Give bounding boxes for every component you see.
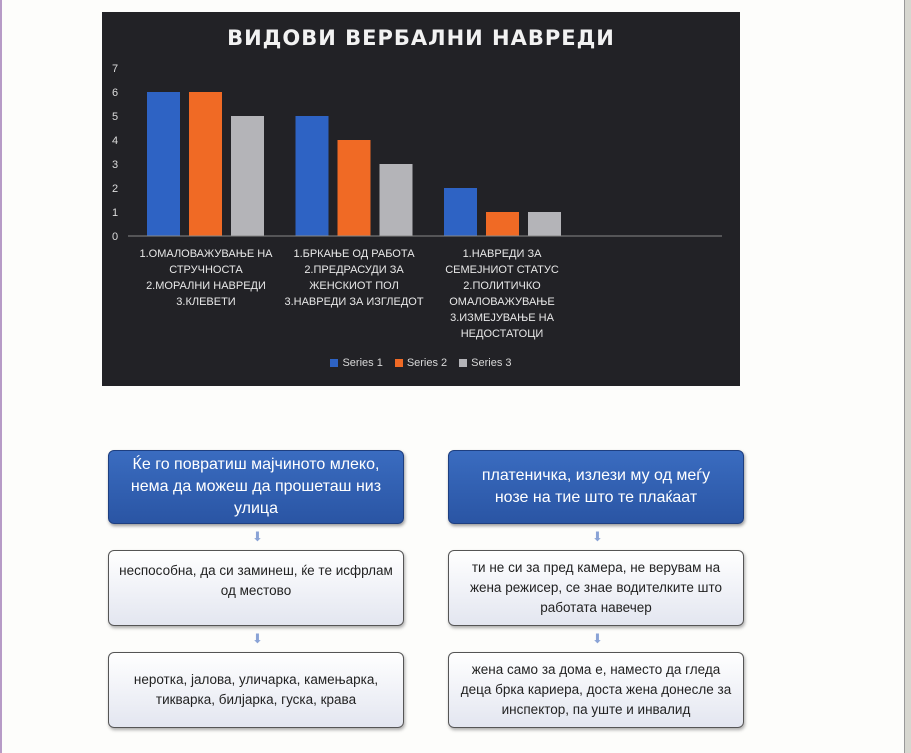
flow-right-header: платеничка, излези му од меѓу нозе на тие што те плаќаат xyxy=(448,450,744,524)
legend-label: Series 1 xyxy=(342,357,383,369)
flow-left-item: неротка, јалова, уличарка, камењарка, тикварка, билјарка, гуска, крава xyxy=(108,652,404,728)
y-tick-label: 1 xyxy=(112,207,119,219)
chart-title: ВИДОВИ ВЕРБАЛНИ НАВРЕДИ xyxy=(227,26,615,50)
bar-series-1 xyxy=(444,188,477,236)
bar-series-1 xyxy=(296,116,329,236)
bar-series-2 xyxy=(486,212,519,236)
y-tick-label: 2 xyxy=(112,183,119,195)
down-arrow-icon: ⬇ xyxy=(592,529,603,544)
y-tick-label: 7 xyxy=(112,63,119,75)
legend-item xyxy=(459,357,511,369)
down-arrow-icon: ⬇ xyxy=(252,631,263,646)
flow-right-item: жена само за дома е, наместо да гледа деца брка кариера, доста жена донесле за инспектор, па уште и инвалид xyxy=(448,652,744,728)
down-arrow-icon: ⬇ xyxy=(592,631,603,646)
legend-item xyxy=(395,357,447,369)
legend-item xyxy=(330,357,382,369)
flow-right-item: ти не си за пред камера, не верувам на жена режисер, се знае водителките што работата навечер xyxy=(448,550,744,626)
x-tick-label: 1.НАВРЕДИ ЗА СЕМЕЈНИОТ СТАТУС 2.ПОЛИТИЧКО ОМАЛОВАЖУВАЊЕ 3.ИЗМЕЈУВАЊЕ НА НЕДОСТАТОЦИ xyxy=(445,248,559,340)
legend-swatch xyxy=(459,359,467,367)
down-arrow-icon: ⬇ xyxy=(252,529,263,544)
chart-plot xyxy=(102,12,740,386)
bar-chart xyxy=(102,12,740,386)
y-tick-label: 5 xyxy=(112,111,119,123)
page-edge-left xyxy=(0,0,2,753)
bar-series-3 xyxy=(380,164,413,236)
chart-legend xyxy=(102,357,740,369)
flow-left-header: Ќе го повратиш мајчиното млеко, нема да можеш да прошеташ низ улица xyxy=(108,450,404,524)
bar-series-1 xyxy=(147,92,180,236)
flow-left-item: неспособна, да си заминеш, ќе те исфрлам од местово xyxy=(108,550,404,626)
x-tick-label: 1.БРКАЊЕ ОД РАБОТА 2.ПРЕДРАСУДИ ЗА ЖЕНСКИОТ ПОЛ 3.НАВРЕДИ ЗА ИЗГЛЕДОТ xyxy=(284,248,424,308)
legend-label: Series 3 xyxy=(471,357,512,369)
bar-series-3 xyxy=(231,116,264,236)
x-tick-label: 1.ОМАЛОВАЖУВАЊЕ НА СТРУЧНОСТА 2.МОРАЛНИ НАВРЕДИ 3.КЛЕВЕТИ xyxy=(139,248,273,308)
page-edge-right xyxy=(904,0,911,753)
y-tick-label: 4 xyxy=(112,135,119,147)
bar-series-2 xyxy=(189,92,222,236)
y-tick-label: 6 xyxy=(112,87,119,99)
legend-swatch xyxy=(395,359,403,367)
y-tick-label: 0 xyxy=(112,231,119,243)
y-tick-label: 3 xyxy=(112,159,119,171)
legend-swatch xyxy=(330,359,338,367)
bar-series-2 xyxy=(338,140,371,236)
legend-label: Series 2 xyxy=(406,357,448,369)
bar-series-3 xyxy=(528,212,561,236)
